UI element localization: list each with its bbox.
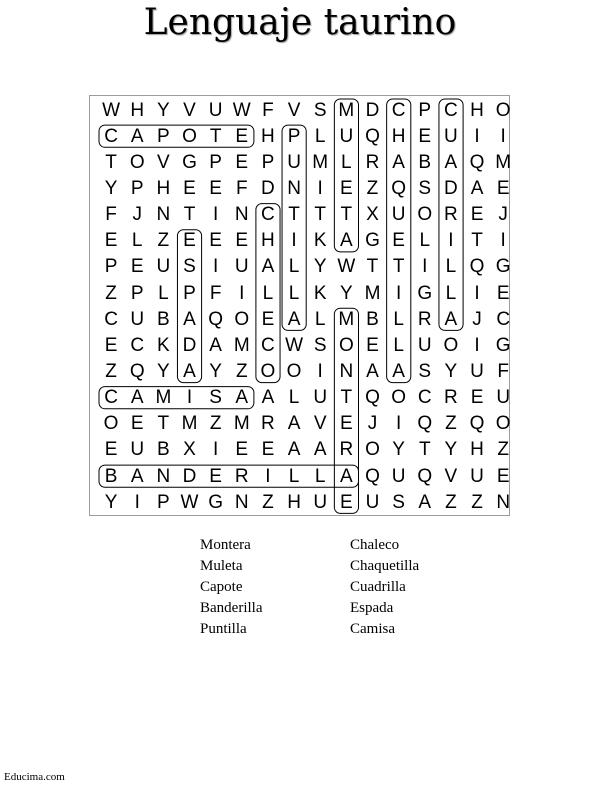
grid-letter[interactable]: L (393, 334, 404, 356)
grid-letter[interactable]: U (130, 308, 145, 330)
grid-letter[interactable]: Q (469, 256, 485, 278)
word-list-item: Chaleco (350, 537, 400, 553)
grid-letter[interactable]: I (291, 230, 297, 252)
grid-letter[interactable]: U (391, 465, 406, 487)
grid-letter[interactable]: U (444, 125, 458, 147)
grid-letter[interactable]: L (445, 256, 457, 278)
grid-letter[interactable]: C (261, 334, 275, 356)
grid-letter[interactable]: Y (104, 177, 118, 199)
grid-letter[interactable]: A (339, 465, 353, 487)
grid-letter[interactable]: A (418, 491, 432, 513)
grid-letter[interactable]: P (104, 256, 118, 278)
grid-letter[interactable]: Q (365, 125, 380, 147)
grid-letter[interactable]: O (391, 387, 406, 409)
grid-letter[interactable]: D (261, 177, 275, 199)
grid-letter[interactable]: Z (209, 413, 222, 435)
grid-letter[interactable]: I (134, 491, 140, 513)
grid-letter[interactable]: V (444, 465, 458, 487)
grid-letter[interactable]: G (208, 491, 224, 513)
grid-letter[interactable]: P (418, 99, 432, 121)
word-list-item: Muleta (200, 558, 243, 574)
grid-letter[interactable]: H (470, 99, 484, 121)
grid-letter[interactable]: H (391, 125, 406, 147)
grid-letter[interactable]: I (265, 465, 271, 487)
page-title: Lenguaje taurino (143, 2, 457, 43)
grid-letter[interactable]: U (156, 256, 171, 278)
grid-letter[interactable]: J (132, 204, 142, 226)
grid-letter[interactable]: T (105, 151, 117, 173)
grid-letter[interactable]: T (366, 256, 379, 278)
grid-letter[interactable]: I (474, 334, 480, 356)
grid-letter[interactable]: S (418, 177, 432, 199)
word-list-column-2 (350, 535, 419, 640)
grid-letter[interactable]: L (131, 230, 143, 252)
word-list-item: Chaquetilla (350, 558, 420, 574)
grid-letter[interactable]: V (157, 151, 170, 173)
grid-letter[interactable]: E (209, 465, 222, 487)
grid-letter[interactable]: C (417, 387, 432, 409)
grid-letter[interactable]: C (130, 334, 145, 356)
grid-letter[interactable]: P (287, 125, 301, 147)
grid-letter[interactable]: E (496, 177, 510, 199)
word-list-item: Espada (350, 600, 394, 616)
grid-letter[interactable]: F (497, 360, 509, 382)
grid-letter[interactable]: A (183, 308, 196, 330)
grid-letter[interactable]: L (419, 230, 431, 252)
grid-letter[interactable]: W (232, 99, 251, 121)
grid-letter[interactable]: U (208, 99, 223, 121)
grid-letter[interactable]: E (130, 413, 144, 435)
grid-letter[interactable]: G (495, 334, 511, 356)
grid-letter[interactable]: U (339, 125, 354, 147)
grid-letter[interactable]: B (418, 151, 432, 173)
grid-letter[interactable]: R (444, 204, 458, 226)
grid-letter[interactable]: U (417, 334, 432, 356)
grid-letter[interactable]: R (365, 151, 380, 173)
grid-letter[interactable]: U (391, 204, 406, 226)
grid-letter[interactable]: Z (366, 177, 379, 199)
grid-letter[interactable]: E (104, 334, 118, 356)
grid-letter[interactable]: E (235, 125, 249, 147)
grid-letter[interactable]: A (444, 308, 458, 330)
grid-letter[interactable]: H (130, 99, 145, 121)
grid-letter[interactable]: V (313, 413, 327, 435)
grid-letter[interactable]: A (339, 230, 353, 252)
grid-letter[interactable]: X (183, 439, 196, 461)
grid-letter[interactable]: M (338, 308, 355, 330)
grid-letter[interactable]: Q (469, 413, 485, 435)
grid-letter[interactable]: Z (471, 491, 483, 513)
grid-letter[interactable]: E (496, 465, 510, 487)
grid-letter[interactable]: C (391, 99, 406, 121)
grid-letter[interactable]: S (418, 360, 432, 382)
grid-letter[interactable]: I (448, 230, 454, 252)
grid-letter[interactable]: P (130, 177, 144, 199)
grid-letter[interactable]: A (470, 177, 484, 199)
grid-letter[interactable]: F (235, 177, 248, 199)
grid-letter[interactable]: L (314, 125, 326, 147)
grid-letter[interactable]: L (288, 282, 300, 304)
grid-letter[interactable]: B (157, 439, 170, 461)
word-list-column-1 (200, 535, 262, 640)
grid-letter[interactable]: J (367, 413, 378, 435)
grid-letter[interactable]: J (498, 204, 508, 226)
grid-letter[interactable]: M (181, 413, 198, 435)
grid-letter[interactable]: A (444, 151, 458, 173)
grid-letter[interactable]: L (288, 256, 300, 278)
grid-letter[interactable]: E (261, 439, 275, 461)
grid-letter[interactable]: E (496, 282, 510, 304)
grid-letter[interactable]: J (472, 308, 482, 330)
grid-letter[interactable]: F (105, 204, 117, 226)
grid-letter[interactable]: W (102, 99, 121, 121)
word-list-item: Puntilla (200, 621, 247, 637)
grid-letter[interactable]: A (130, 465, 144, 487)
word-list-item: Cuadrilla (350, 579, 406, 595)
grid-letter[interactable]: C (104, 387, 118, 409)
grid-letter[interactable]: S (209, 387, 222, 409)
grid-letter[interactable]: C (444, 99, 458, 121)
grid-letter[interactable]: W (337, 256, 356, 278)
grid-letter[interactable]: T (157, 413, 170, 435)
word-list-item: Montera (200, 537, 251, 553)
grid-letter[interactable]: G (417, 282, 433, 304)
grid-letter[interactable]: O (443, 334, 459, 356)
grid-letter[interactable]: T (183, 204, 196, 226)
grid-letter[interactable]: A (261, 256, 275, 278)
grid-letter[interactable]: I (212, 204, 219, 226)
grid-letter[interactable]: I (317, 360, 323, 382)
grid-letter[interactable]: E (261, 308, 275, 330)
grid-letter[interactable]: O (495, 413, 511, 435)
grid-letter[interactable]: A (313, 439, 327, 461)
grid-letter[interactable]: O (129, 151, 145, 173)
grid-letter[interactable]: O (260, 360, 276, 382)
grid-letter[interactable]: I (212, 439, 219, 461)
grid-letter[interactable]: A (287, 413, 301, 435)
grid-letter[interactable]: S (313, 99, 327, 121)
grid-letter[interactable]: O (365, 439, 380, 461)
grid-letter[interactable]: N (339, 360, 354, 382)
grid-letter[interactable]: R (444, 387, 458, 409)
grid-letter[interactable]: Y (444, 439, 458, 461)
grid-letter[interactable]: E (392, 230, 405, 252)
grid-letter[interactable]: K (157, 334, 170, 356)
grid-letter[interactable]: T (340, 387, 353, 409)
grid-letter[interactable]: L (445, 282, 457, 304)
grid-letter[interactable]: P (261, 151, 275, 173)
grid-letter[interactable]: U (130, 439, 145, 461)
grid-letter[interactable]: E (339, 491, 353, 513)
grid-letter[interactable]: P (130, 282, 144, 304)
grid-letter[interactable]: L (341, 151, 352, 173)
grid-letter[interactable]: M (233, 413, 250, 435)
grid-letter[interactable]: F (262, 99, 274, 121)
grid-letter[interactable]: O (286, 360, 302, 382)
grid-letter[interactable]: Y (444, 360, 458, 382)
grid-letter[interactable]: I (395, 282, 402, 304)
word-list-item: Camisa (350, 621, 395, 637)
grid-letter[interactable]: D (182, 465, 197, 487)
grid-letter[interactable]: P (183, 282, 196, 304)
grid-letter[interactable]: O (417, 204, 433, 226)
grid-letter[interactable]: G (182, 151, 197, 173)
grid-letter[interactable]: Z (105, 282, 117, 304)
grid-letter[interactable]: M (233, 334, 250, 356)
grid-letter[interactable]: U (365, 491, 380, 513)
grid-letter[interactable]: P (157, 125, 170, 147)
grid-letter[interactable]: U (287, 151, 301, 173)
grid-letter[interactable]: M (312, 151, 329, 173)
grid-letter[interactable]: E (339, 413, 353, 435)
grid-letter[interactable]: Q (208, 308, 224, 330)
grid-letter[interactable]: H (287, 491, 301, 513)
grid-letter[interactable]: Q (417, 413, 433, 435)
grid-letter[interactable]: D (182, 334, 197, 356)
grid-letter[interactable]: X (366, 204, 379, 226)
grid-letter[interactable]: L (262, 282, 274, 304)
grid-letter[interactable]: F (209, 282, 222, 304)
grid-letter[interactable]: T (392, 256, 405, 278)
grid-letter[interactable]: Z (157, 230, 170, 252)
grid-letter[interactable]: Q (365, 465, 380, 487)
grid-letter[interactable]: S (183, 256, 196, 278)
grid-letter[interactable]: H (470, 439, 484, 461)
grid-letter[interactable]: U (234, 256, 249, 278)
grid-letter[interactable]: T (314, 204, 326, 226)
grid-letter[interactable]: A (392, 151, 405, 173)
grid-letter[interactable]: V (287, 99, 301, 121)
grid-letter[interactable]: G (495, 256, 511, 278)
grid-letter[interactable]: M (364, 282, 381, 304)
grid-letter[interactable]: T (418, 439, 431, 461)
grid-letter[interactable]: W (180, 491, 199, 513)
grid-letter[interactable]: K (313, 230, 327, 252)
grid-letter[interactable]: M (495, 151, 512, 173)
word-list-item: Banderilla (200, 600, 263, 616)
grid-letter[interactable]: R (339, 439, 354, 461)
grid-letter[interactable]: U (313, 491, 328, 513)
grid-letter[interactable]: C (496, 308, 511, 330)
grid-letter[interactable]: Y (392, 439, 405, 461)
grid-letter[interactable]: D (444, 177, 458, 199)
grid-letter[interactable]: W (285, 334, 304, 356)
grid-letter[interactable]: C (104, 125, 118, 147)
grid-letter[interactable]: E (183, 177, 196, 199)
grid-letter[interactable]: Z (262, 491, 274, 513)
grid-letter[interactable]: H (261, 230, 275, 252)
grid-letter[interactable]: K (313, 282, 327, 304)
grid-letter[interactable]: B (366, 308, 379, 330)
grid-letter[interactable]: L (288, 465, 300, 487)
grid-letter[interactable]: P (209, 151, 222, 173)
grid-letter[interactable]: E (470, 204, 484, 226)
grid-letter[interactable]: N (156, 465, 171, 487)
grid-letter[interactable]: B (157, 308, 170, 330)
grid-letter[interactable]: I (186, 387, 193, 409)
grid-letter[interactable]: Q (469, 151, 485, 173)
grid-letter[interactable]: I (500, 230, 506, 252)
grid-letter[interactable]: A (366, 360, 379, 382)
grid-letter[interactable]: E (235, 439, 249, 461)
grid-letter[interactable]: U (470, 360, 484, 382)
letter-grid[interactable] (98, 97, 516, 515)
grid-letter[interactable]: Q (365, 387, 380, 409)
grid-letter[interactable]: E (104, 230, 118, 252)
grid-letter[interactable]: E (183, 230, 196, 252)
grid-letter[interactable]: U (313, 387, 328, 409)
grid-letter[interactable]: E (235, 230, 249, 252)
grid-letter[interactable]: Y (157, 99, 170, 121)
grid-letter[interactable]: L (393, 308, 404, 330)
footer-credit: Educima.com (4, 771, 65, 783)
grid-letter[interactable]: E (470, 387, 484, 409)
grid-letter[interactable]: Z (235, 360, 248, 382)
grid-letter[interactable]: N (156, 204, 171, 226)
grid-letter[interactable]: E (418, 125, 432, 147)
grid-letter[interactable]: I (422, 256, 428, 278)
grid-letter[interactable]: Y (157, 360, 170, 382)
grid-letter[interactable]: N (287, 177, 301, 199)
grid-letter[interactable]: I (317, 177, 323, 199)
grid-letter[interactable]: A (261, 387, 275, 409)
grid-letter[interactable]: H (261, 125, 275, 147)
grid-letter[interactable]: S (313, 334, 327, 356)
grid-letter[interactable]: V (183, 99, 196, 121)
word-list-item: Capote (200, 579, 243, 595)
grid-letter[interactable]: Y (339, 282, 353, 304)
grid-letter[interactable]: I (474, 125, 480, 147)
grid-letter[interactable]: A (209, 334, 222, 356)
grid-letter[interactable]: E (104, 439, 118, 461)
grid-letter[interactable]: Y (313, 256, 327, 278)
grid-letter[interactable]: O (495, 99, 511, 121)
grid-letter[interactable]: R (234, 465, 249, 487)
grid-letter[interactable]: P (157, 491, 170, 513)
grid-letter[interactable]: A (287, 308, 301, 330)
grid-letter[interactable]: E (366, 334, 379, 356)
grid-letter[interactable]: A (287, 439, 301, 461)
grid-letter[interactable]: T (288, 204, 300, 226)
grid-letter[interactable]: I (474, 282, 480, 304)
grid-letter[interactable]: N (234, 491, 249, 513)
grid-letter[interactable]: T (209, 125, 222, 147)
grid-letter[interactable]: L (288, 387, 300, 409)
grid-letter[interactable]: L (314, 308, 326, 330)
grid-letter[interactable]: T (340, 204, 353, 226)
grid-letter[interactable]: E (235, 151, 249, 173)
grid-letter[interactable]: Z (445, 413, 457, 435)
grid-letter[interactable]: E (130, 256, 144, 278)
grid-letter[interactable]: I (395, 413, 402, 435)
grid-letter[interactable]: A (130, 125, 144, 147)
grid-letter[interactable]: U (496, 387, 511, 409)
grid-letter[interactable]: D (365, 99, 380, 121)
grid-letter[interactable]: N (496, 491, 511, 513)
grid-letter[interactable]: Y (209, 360, 222, 382)
grid-letter[interactable]: L (158, 282, 169, 304)
grid-letter[interactable]: C (261, 204, 275, 226)
grid-letter[interactable]: O (103, 413, 119, 435)
grid-letter[interactable]: C (104, 308, 118, 330)
grid-letter[interactable]: E (209, 177, 222, 199)
grid-letter[interactable]: O (338, 334, 354, 356)
grid-letter[interactable]: A (392, 360, 405, 382)
grid-letter[interactable]: S (392, 491, 405, 513)
grid-letter[interactable]: U (470, 465, 484, 487)
grid-letter[interactable]: I (212, 256, 219, 278)
grid-letter[interactable]: Q (417, 465, 433, 487)
grid-letter[interactable]: L (314, 465, 326, 487)
grid-letter[interactable]: T (471, 230, 483, 252)
grid-letter[interactable]: E (209, 230, 222, 252)
grid-letter[interactable]: H (156, 177, 171, 199)
grid-letter[interactable]: Z (497, 439, 509, 461)
grid-letter[interactable]: A (183, 360, 196, 382)
grid-letter[interactable]: A (235, 387, 249, 409)
grid-letter[interactable]: E (339, 177, 353, 199)
grid-letter[interactable]: N (234, 204, 249, 226)
grid-letter[interactable]: Y (104, 491, 118, 513)
grid-letter[interactable]: G (365, 230, 380, 252)
grid-letter[interactable]: M (338, 99, 355, 121)
grid-letter[interactable]: I (239, 282, 245, 304)
grid-letter[interactable]: O (182, 125, 197, 147)
grid-letter[interactable]: Q (129, 360, 145, 382)
grid-letter[interactable]: R (417, 308, 432, 330)
grid-letter[interactable]: B (104, 465, 118, 487)
grid-letter[interactable]: Z (105, 360, 117, 382)
grid-letter[interactable]: Z (445, 491, 457, 513)
grid-letter[interactable]: M (155, 387, 172, 409)
grid-letter[interactable]: I (500, 125, 506, 147)
grid-letter[interactable]: O (234, 308, 250, 330)
grid-letter[interactable]: Q (391, 177, 406, 199)
grid-letter[interactable]: R (261, 413, 275, 435)
grid-letter[interactable]: A (130, 387, 144, 409)
